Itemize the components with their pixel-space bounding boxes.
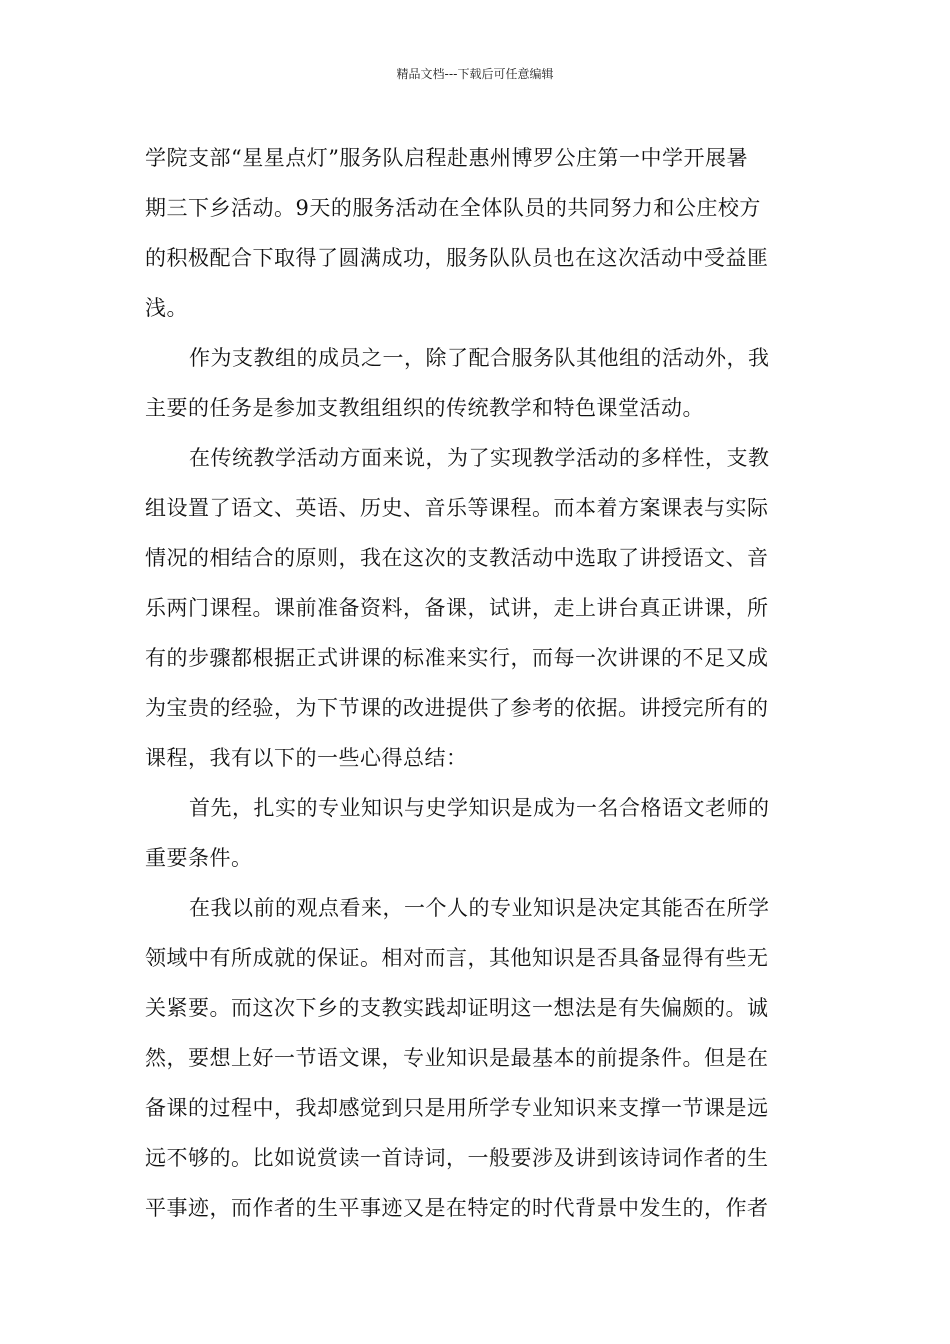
text-line: 学院支部“星星点灯”服务队启程赴惠州博罗公庄第一中学开展暑	[145, 146, 748, 170]
text-line: 重要条件。	[145, 846, 253, 870]
text-line: 在我以前的观点看来，一个人的专业知识是决定其能否在所学	[189, 896, 770, 920]
text-line: 期三下乡活动。9天的服务活动在全体队员的共同努力和公庄校方	[145, 196, 761, 220]
text-line: 课程，我有以下的一些心得总结：	[145, 746, 468, 770]
text-line: 然，要想上好一节语文课，专业知识是最基本的前提条件。但是在	[145, 1046, 769, 1070]
text-line: 作为支教组的成员之一，除了配合服务队其他组的活动外，我	[189, 346, 770, 370]
text-line: 领域中有所成就的保证。相对而言，其他知识是否具备显得有些无	[145, 946, 769, 970]
text-line: 浅。	[145, 296, 188, 320]
text-line: 远不够的。比如说赏读一首诗词，一般要涉及讲到该诗词作者的生	[145, 1146, 769, 1170]
text-line: 有的步骤都根据正式讲课的标准来实行，而每一次讲课的不足又成	[145, 646, 769, 670]
text-line: 的积极配合下取得了圆满成功，服务队队员也在这次活动中受益匪	[145, 246, 769, 270]
paragraph	[145, 133, 807, 333]
paragraph	[145, 783, 807, 883]
text-line: 在传统教学活动方面来说，为了实现教学活动的多样性，支教	[189, 446, 770, 470]
paragraph	[145, 433, 807, 783]
text-line: 备课的过程中，我却感觉到只是用所学专业知识来支撑一节课是远	[145, 1096, 769, 1120]
text-line: 组设置了语文、英语、历史、音乐等课程。而本着方案课表与实际	[145, 496, 769, 520]
text-line: 情况的相结合的原则，我在这次的支教活动中选取了讲授语文、音	[145, 546, 769, 570]
text-line: 平事迹，而作者的生平事迹又是在特定的时代背景中发生的，作者	[145, 1196, 769, 1220]
page-header: 精品文档---下载后可任意编辑	[396, 67, 554, 81]
text-line: 为宝贵的经验，为下节课的改进提供了参考的依据。讲授完所有的	[145, 696, 769, 720]
text-line: 乐两门课程。课前准备资料，备课，试讲，走上讲台真正讲课，所	[145, 596, 769, 620]
document-body	[145, 133, 807, 1233]
paragraph	[145, 333, 807, 433]
text-line: 主要的任务是参加支教组组织的传统教学和特色课堂活动。	[145, 396, 704, 420]
text-line: 关紧要。而这次下乡的支教实践却证明这一想法是有失偏颇的。诚	[145, 996, 769, 1020]
paragraph	[145, 883, 807, 1233]
text-line: 首先，扎实的专业知识与史学知识是成为一名合格语文老师的	[189, 796, 770, 820]
